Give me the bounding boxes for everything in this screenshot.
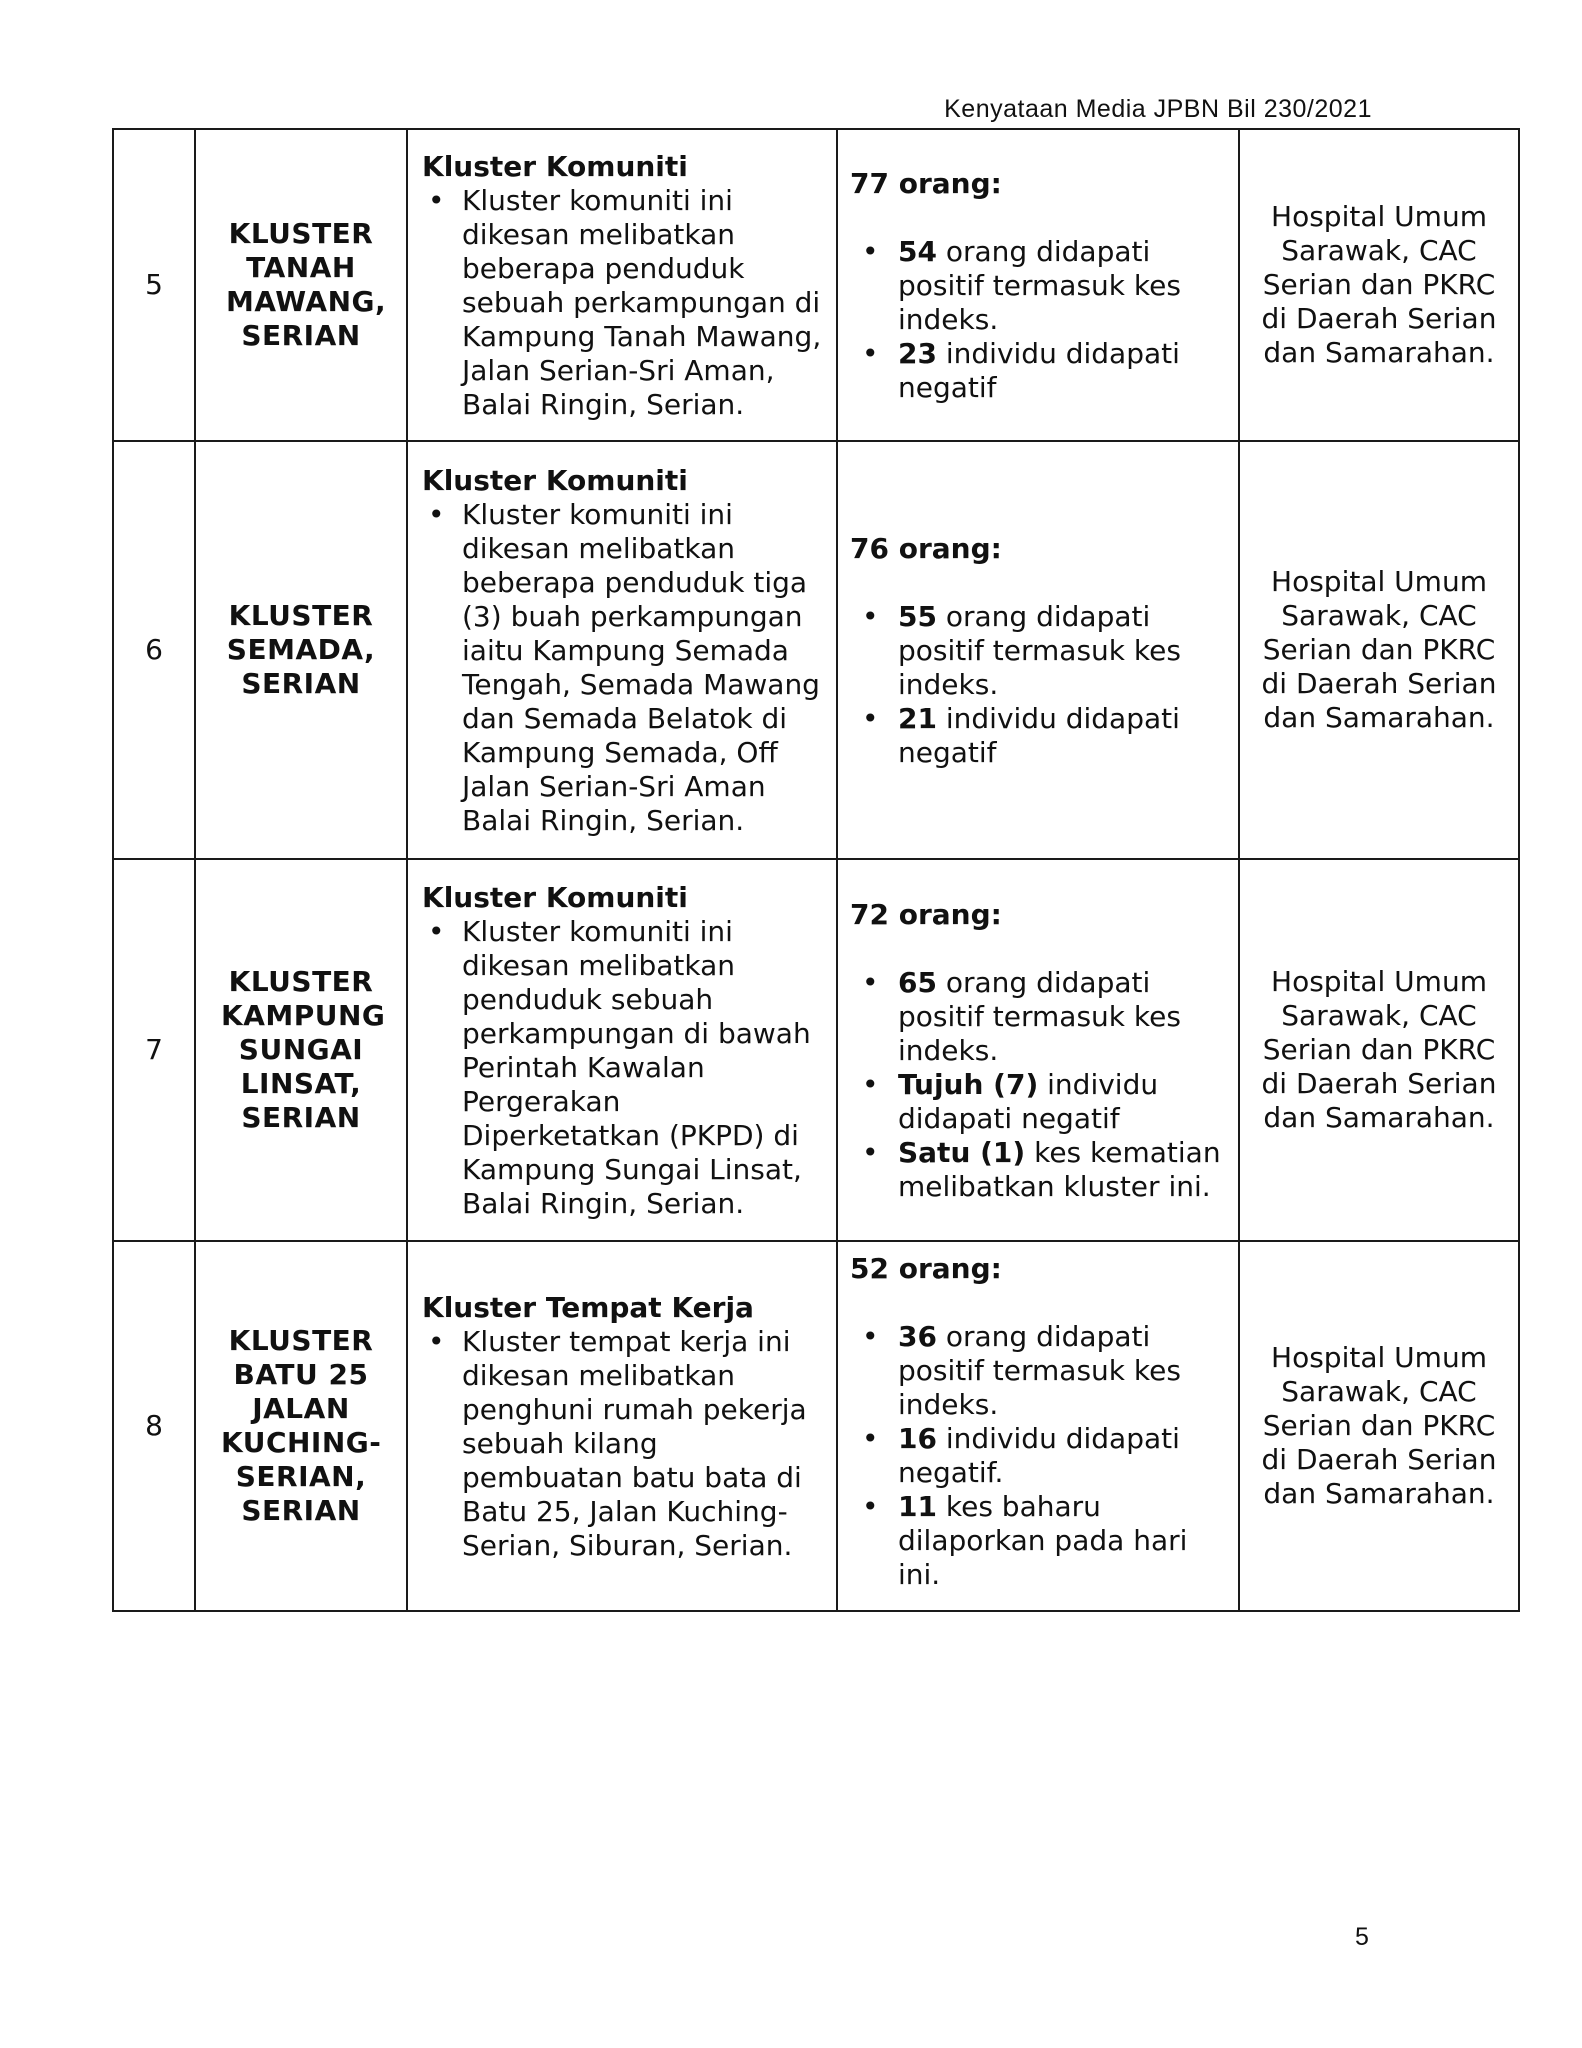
cluster-name — [195, 441, 407, 859]
table-row — [113, 129, 1519, 441]
cluster-name — [195, 129, 407, 441]
stat-text: kes baharu dilaporkan pada hari ini. — [898, 1490, 1188, 1591]
stat-item — [850, 1068, 1226, 1136]
description-list — [422, 184, 822, 422]
stats-list — [850, 1320, 1226, 1592]
description-list — [422, 498, 822, 838]
row-number: 8 — [113, 1241, 195, 1611]
cluster-type: Kluster Tempat Kerja — [422, 1291, 754, 1324]
table-row — [113, 859, 1519, 1241]
stat-count: Satu (1) — [898, 1136, 1026, 1169]
stat-count: 54 — [898, 235, 937, 268]
cluster-description-cell — [407, 1241, 837, 1611]
stat-item — [850, 1490, 1226, 1592]
description-item: • Kluster komuniti ini dikesan melibatkan penduduk sebuah perkampungan di bawah Perintah Kawalan Pergerakan Diperketatkan (PKPD) di Kampung Sungai Linsat, Balai Ringin, Serian. — [422, 915, 822, 1221]
stat-item — [850, 1136, 1226, 1204]
description-item: • Kluster komuniti ini dikesan melibatkan beberapa penduduk tiga (3) buah perkampungan iaitu Kampung Semada Tengah, Semada Mawang dan Semada Belatok di Kampung Semada, Off Jalan Serian-Sri Aman Balai Ringin, Serian. — [422, 498, 822, 838]
stat-item — [850, 966, 1226, 1068]
stat-count: 36 — [898, 1320, 937, 1353]
stat-item — [850, 1422, 1226, 1490]
stat-text: individu didapati negatif — [898, 337, 1180, 404]
stats-list — [850, 600, 1226, 770]
stat-count: 23 — [898, 337, 937, 370]
stats-list — [850, 235, 1226, 405]
stat-item — [850, 702, 1226, 770]
cluster-description-cell — [407, 129, 837, 441]
stat-text: individu didapati negatif — [898, 1068, 1159, 1135]
case-total: 52 orang: — [850, 1252, 1002, 1285]
case-total: 76 orang: — [850, 532, 1002, 565]
cluster-type: Kluster Komuniti — [422, 150, 688, 183]
cluster-name — [195, 859, 407, 1241]
stat-count: Tujuh (7) — [898, 1068, 1039, 1101]
row-number: 7 — [113, 859, 195, 1241]
cluster-name-text: KLUSTER SEMADA, SERIAN — [226, 599, 376, 700]
stat-count: 21 — [898, 702, 937, 735]
cluster-stats-cell — [837, 441, 1239, 859]
cluster-name-text: KLUSTER BATU 25 JALAN KUCHING-SERIAN, SERIAN — [221, 1324, 382, 1527]
case-total: 77 orang: — [850, 167, 1002, 200]
hospital-cell: Hospital Umum Sarawak, CAC Serian dan PKRC di Daerah Serian dan Samarahan. — [1239, 1241, 1519, 1611]
stat-text: individu didapati negatif. — [898, 1422, 1180, 1489]
stats-list — [850, 966, 1226, 1204]
description-item: • Kluster tempat kerja ini dikesan melibatkan penghuni rumah pekerja sebuah kilang pembuatan batu bata di Batu 25, Jalan Kuching-Serian, Siburan, Serian. — [422, 1325, 822, 1563]
hospital-cell: Hospital Umum Sarawak, CAC Serian dan PKRC di Daerah Serian dan Samarahan. — [1239, 859, 1519, 1241]
stat-item — [850, 600, 1226, 702]
cluster-stats-cell — [837, 859, 1239, 1241]
stat-text: orang didapati positif termasuk kes indeks. — [898, 1320, 1181, 1421]
cluster-description-cell — [407, 441, 837, 859]
stat-item — [850, 1320, 1226, 1422]
cluster-name-text: KLUSTER TANAH MAWANG, SERIAN — [226, 217, 387, 352]
stat-count: 65 — [898, 966, 937, 999]
description-list — [422, 915, 822, 1221]
cluster-name — [195, 1241, 407, 1611]
case-total: 72 orang: — [850, 898, 1002, 931]
row-number: 6 — [113, 441, 195, 859]
stat-text: orang didapati positif termasuk kes indeks. — [898, 600, 1181, 701]
stat-text: individu didapati negatif — [898, 702, 1180, 769]
cluster-name-text: KLUSTER KAMPUNG SUNGAI LINSAT, SERIAN — [221, 965, 386, 1134]
description-item: • Kluster komuniti ini dikesan melibatkan beberapa penduduk sebuah perkampungan di Kampung Tanah Mawang, Jalan Serian-Sri Aman, Balai Ringin, Serian. — [422, 184, 822, 422]
cluster-type: Kluster Komuniti — [422, 881, 688, 914]
cluster-table — [112, 128, 1520, 1612]
hospital-cell: Hospital Umum Sarawak, CAC Serian dan PKRC di Daerah Serian dan Samarahan. — [1239, 129, 1519, 441]
hospital-cell: Hospital Umum Sarawak, CAC Serian dan PKRC di Daerah Serian dan Samarahan. — [1239, 441, 1519, 859]
cluster-type: Kluster Komuniti — [422, 464, 688, 497]
table-row — [113, 1241, 1519, 1611]
table-row — [113, 441, 1519, 859]
stat-text: kes kematian melibatkan kluster ini. — [898, 1136, 1221, 1203]
cluster-stats-cell — [837, 129, 1239, 441]
stat-text: orang didapati positif termasuk kes indeks. — [898, 235, 1181, 336]
row-number: 5 — [113, 129, 195, 441]
stat-count: 55 — [898, 600, 937, 633]
document-header: Kenyataan Media JPBN Bil 230/2021 — [944, 95, 1372, 123]
stat-count: 11 — [898, 1490, 937, 1523]
stat-item — [850, 235, 1226, 337]
cluster-stats-cell — [837, 1241, 1239, 1611]
page-number: 5 — [1355, 1923, 1369, 1951]
stat-item — [850, 337, 1226, 405]
stat-count: 16 — [898, 1422, 937, 1455]
cluster-description-cell — [407, 859, 837, 1241]
description-list — [422, 1325, 822, 1563]
stat-text: orang didapati positif termasuk kes indeks. — [898, 966, 1181, 1067]
